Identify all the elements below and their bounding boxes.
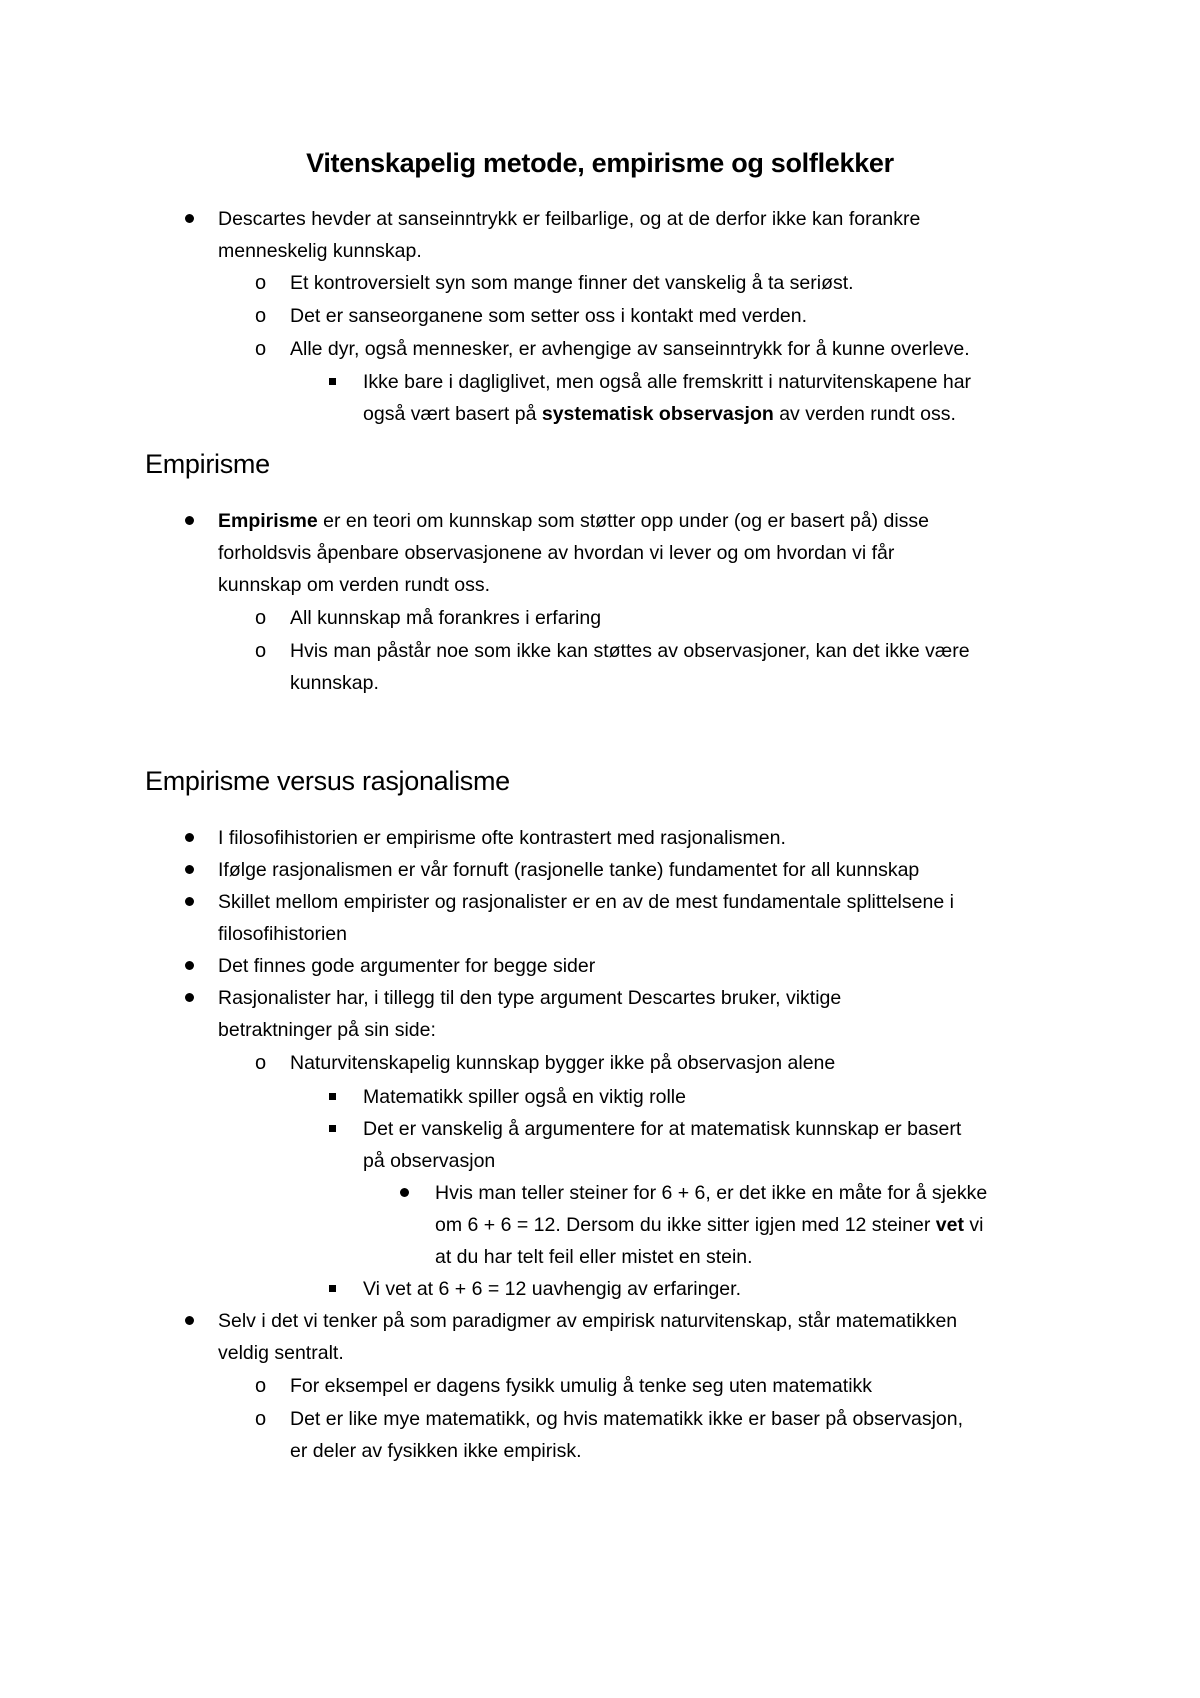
bullet-disc xyxy=(185,214,194,223)
text-line: at du har telt feil eller mistet en stein. xyxy=(435,1246,753,1268)
bullet-square xyxy=(329,1285,336,1292)
bullet-circle: o xyxy=(255,338,267,360)
text-line: veldig sentralt. xyxy=(218,1342,344,1364)
text-line: I filosofihistorien er empirisme ofte kontrastert med rasjonalismen. xyxy=(218,827,786,849)
bullet-square xyxy=(329,1125,336,1132)
text-line: Ikke bare i dagliglivet, men også alle fremskritt i naturvitenskapene har xyxy=(363,371,972,393)
text-line: Vi vet at 6 + 6 = 12 uavhengig av erfaringer. xyxy=(363,1278,741,1300)
section-heading: Empirisme versus rasjonalisme xyxy=(145,766,510,796)
text-line: kunnskap. xyxy=(290,672,379,694)
bullet-circle: o xyxy=(255,1408,267,1430)
text-line: Hvis man teller steiner for 6 + 6, er det ikke en måte for å sjekke xyxy=(435,1182,988,1204)
bullet-disc xyxy=(400,1188,409,1197)
text-line: Det finnes gode argumenter for begge sider xyxy=(218,955,596,977)
bullet-circle: o xyxy=(255,607,267,629)
bullet-disc xyxy=(185,865,194,874)
text-line: Skillet mellom empirister og rasjonalister er en av de mest fundamentale splittelsene i xyxy=(218,891,954,913)
text-line: filosofihistorien xyxy=(218,923,347,945)
bullet-disc xyxy=(185,1316,194,1325)
text-line: Matematikk spiller også en viktig rolle xyxy=(363,1086,686,1108)
emphasis-text: Empirisme xyxy=(218,510,318,532)
text-line: Naturvitenskapelig kunnskap bygger ikke på observasjon alene xyxy=(290,1052,836,1074)
text-line: på observasjon xyxy=(363,1150,496,1172)
text-line: betraktninger på sin side: xyxy=(218,1019,436,1041)
text-line: Ifølge rasjonalismen er vår fornuft (rasjonelle tanke) fundamentet for all kunnskap xyxy=(218,859,920,881)
text-line: også vært basert på systematisk observasjon av verden rundt oss. xyxy=(363,403,956,425)
text-line: Rasjonalister har, i tillegg til den type argument Descartes bruker, viktige xyxy=(218,987,842,1009)
bullet-circle: o xyxy=(255,640,267,662)
bullet-disc xyxy=(185,897,194,906)
text-line: om 6 + 6 = 12. Dersom du ikke sitter igjen med 12 steiner vet vi xyxy=(435,1214,984,1236)
bullet-circle: o xyxy=(255,272,267,294)
bullet-circle: o xyxy=(255,1052,267,1074)
text-line: Det er vanskelig å argumentere for at matematisk kunnskap er basert xyxy=(363,1118,962,1140)
text-line: Et kontroversielt syn som mange finner det vanskelig å ta seriøst. xyxy=(290,272,854,294)
bullet-disc xyxy=(185,833,194,842)
emphasis-text: vet xyxy=(935,1214,964,1236)
text-line: er deler av fysikken ikke empirisk. xyxy=(290,1440,582,1462)
bullet-square xyxy=(329,1093,336,1100)
bullet-disc xyxy=(185,516,194,525)
bullet-disc xyxy=(185,961,194,970)
text-line: forholdsvis åpenbare observasjonene av hvordan vi lever og om hvordan vi får xyxy=(218,542,895,564)
bullet-disc xyxy=(185,993,194,1002)
text-line: Descartes hevder at sanseinntrykk er feilbarlige, og at de derfor ikke kan forankre xyxy=(218,208,921,230)
emphasis-text: systematisk observasjon xyxy=(541,403,774,425)
text-line: All kunnskap må forankres i erfaring xyxy=(290,607,602,629)
text-line: Alle dyr, også mennesker, er avhengige av sanseinntrykk for å kunne overleve. xyxy=(290,338,970,360)
bullet-circle: o xyxy=(255,305,267,327)
text-line: Empirisme er en teori om kunnskap som støtter opp under (og er basert på) disse xyxy=(218,510,930,532)
text-line: For eksempel er dagens fysikk umulig å tenke seg uten matematikk xyxy=(290,1375,873,1397)
text-line: kunnskap om verden rundt oss. xyxy=(218,574,491,596)
text-line: Selv i det vi tenker på som paradigmer av empirisk naturvitenskap, står matematikken xyxy=(218,1310,958,1332)
bullet-square xyxy=(329,378,336,385)
text-line: menneskelig kunnskap. xyxy=(218,240,422,262)
text-line: Hvis man påstår noe som ikke kan støttes av observasjoner, kan det ikke være xyxy=(290,640,970,662)
section-heading: Empirisme xyxy=(145,449,270,479)
document-title: Vitenskapelig metode, empirisme og solflekker xyxy=(306,148,894,178)
text-line: Det er like mye matematikk, og hvis matematikk ikke er baser på observasjon, xyxy=(290,1408,964,1430)
bullet-circle: o xyxy=(255,1375,267,1397)
text-line: Det er sanseorganene som setter oss i kontakt med verden. xyxy=(290,305,808,327)
